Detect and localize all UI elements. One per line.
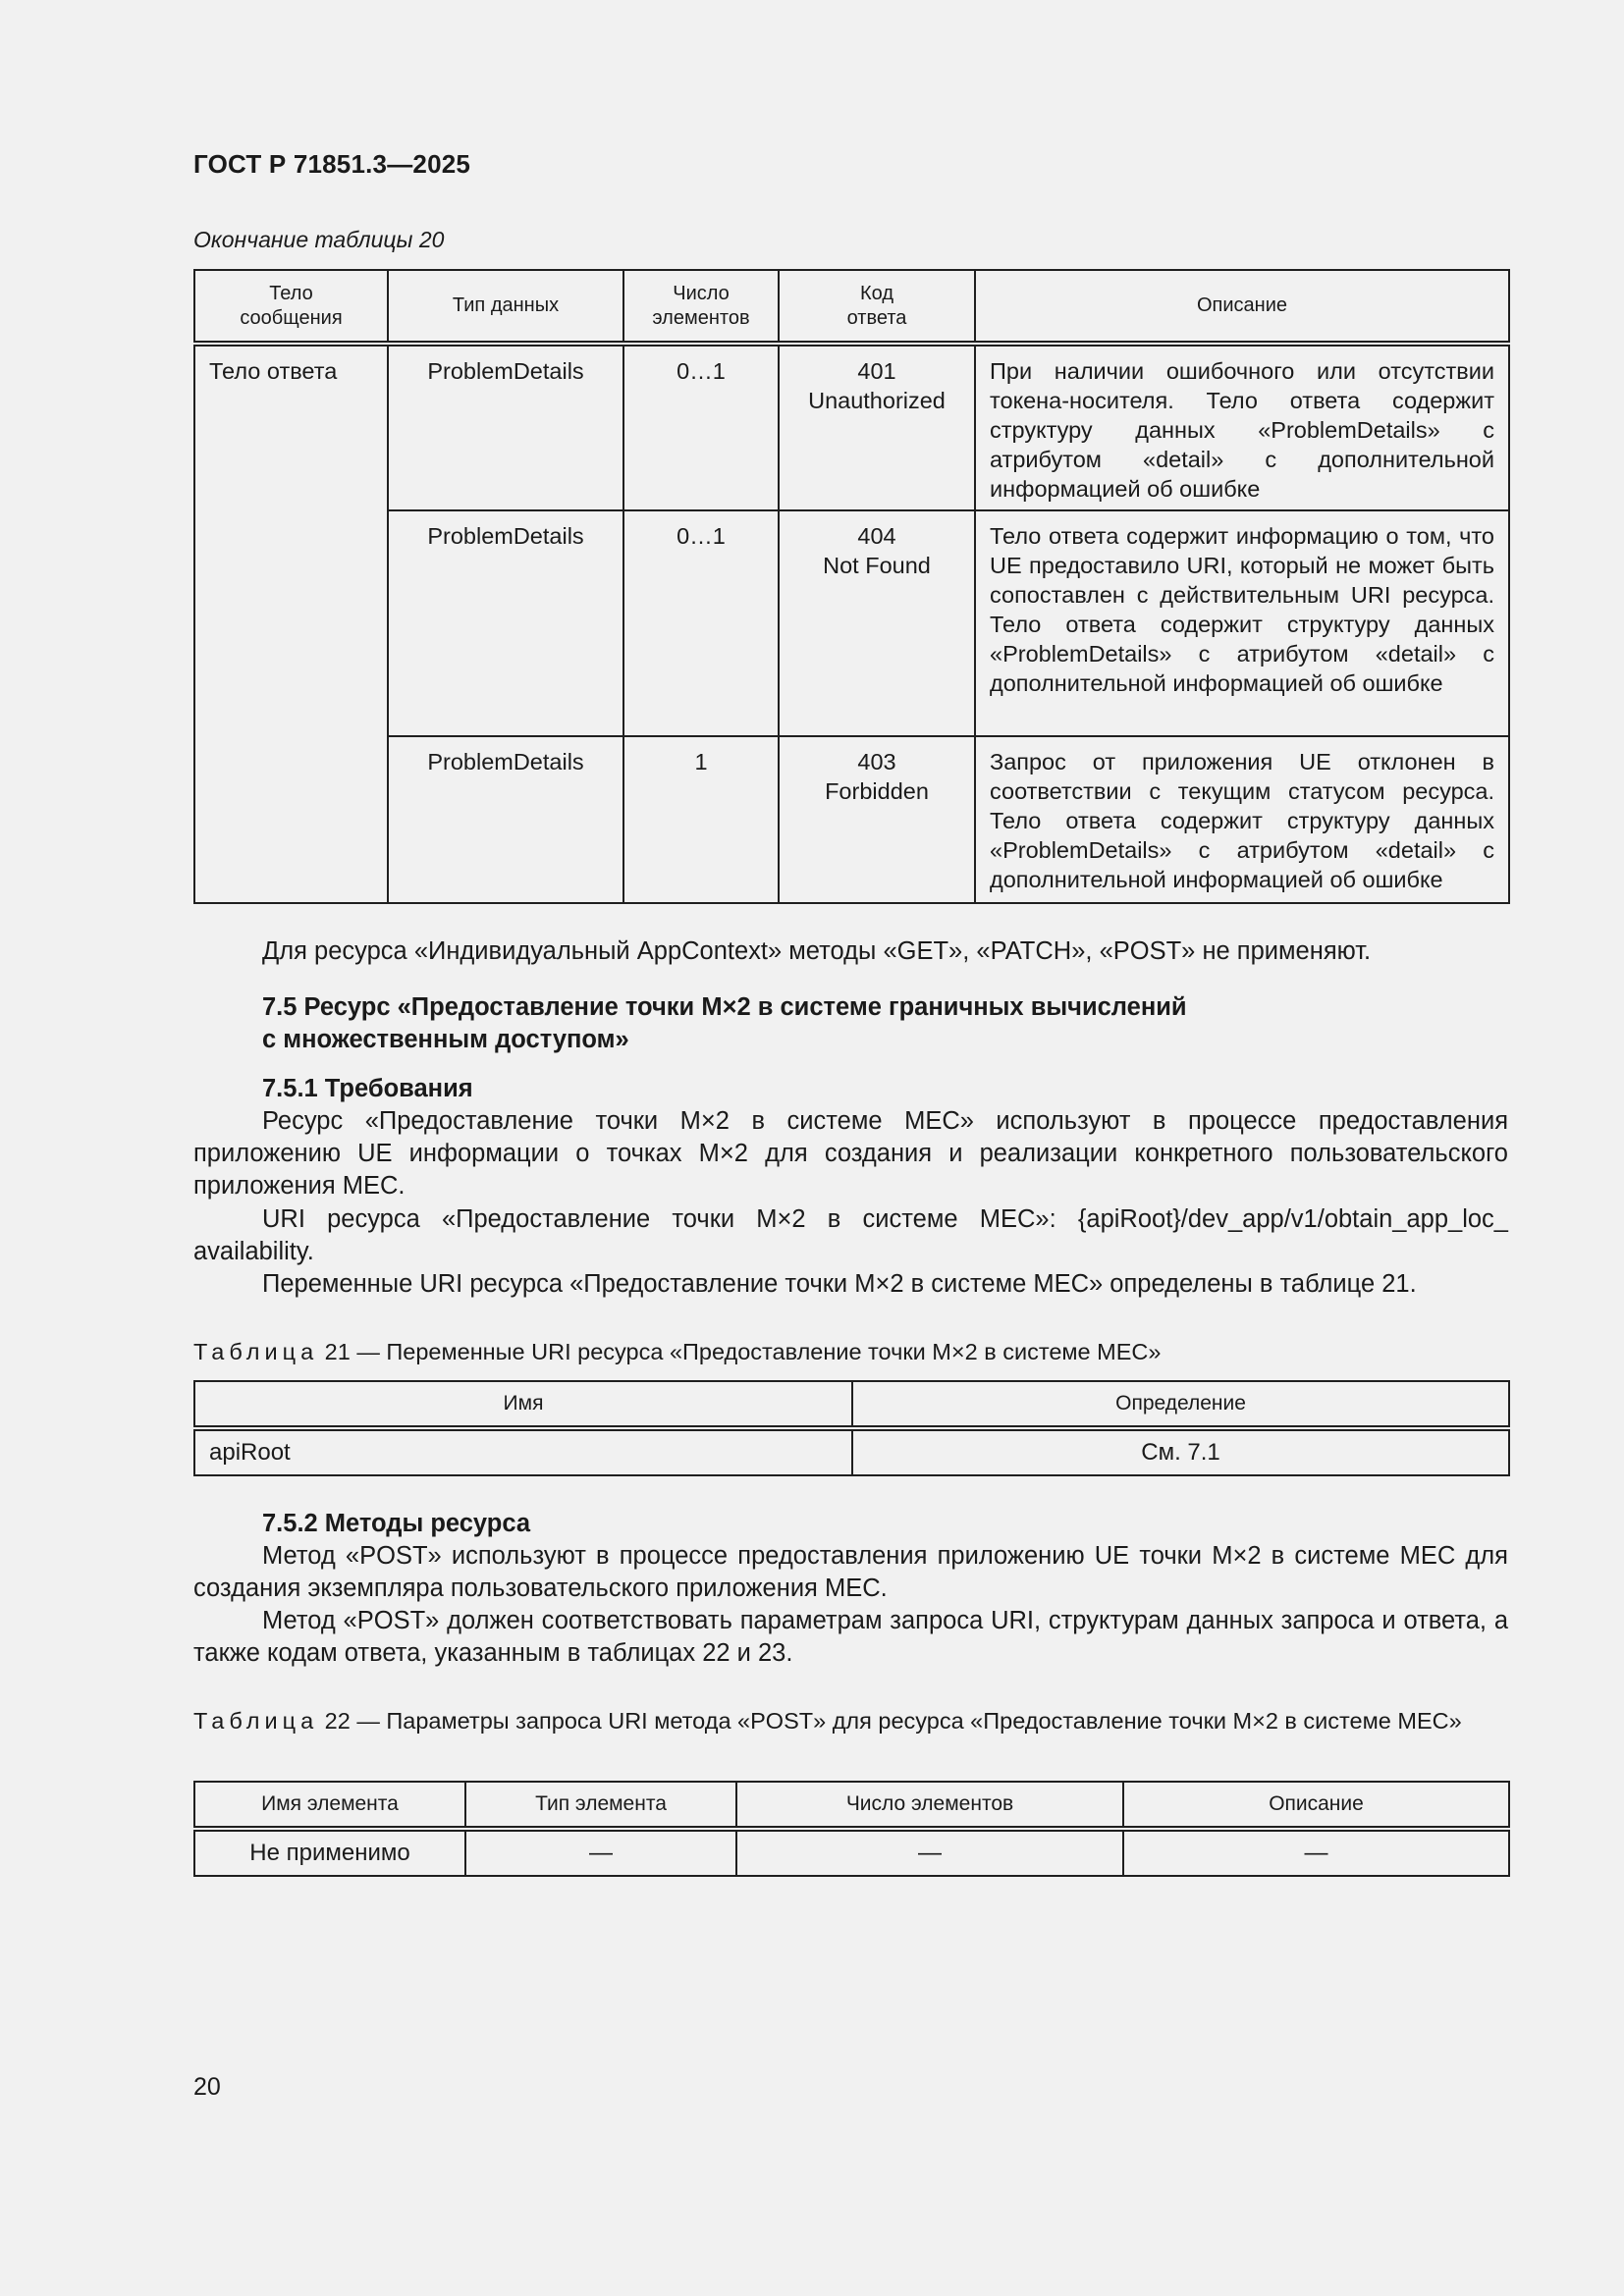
count-cell: 1 xyxy=(623,736,779,903)
column-header: Число элементов xyxy=(736,1782,1123,1829)
response-code-cell xyxy=(779,510,975,736)
data-type-cell: ProblemDetails xyxy=(388,510,623,736)
table-cell: — xyxy=(1123,1829,1509,1876)
table-20 xyxy=(193,269,1510,904)
response-code-cell xyxy=(779,736,975,903)
table-row xyxy=(194,1829,1509,1876)
table-row xyxy=(194,1428,1509,1475)
table22-caption-text: 22 — Параметры запроса URI метода «POST» для ресурса «Предоставление точки M×2 в системе MEC» xyxy=(318,1708,1462,1734)
column-header: Описание xyxy=(975,270,1509,344)
table21-caption-word: Таблица xyxy=(193,1339,319,1364)
methods-paragraph-1: Метод «POST» используют в процессе предоставления приложению UE точки M×2 в системе MEC для создания экземпляра пользовательского приложения MEC. xyxy=(193,1542,1508,1602)
section-7-5-2-heading: 7.5.2 Методы ресурса xyxy=(262,1510,531,1537)
table-22 xyxy=(193,1781,1510,1877)
message-body-cell: Тело ответа xyxy=(194,344,388,903)
table-21 xyxy=(193,1380,1510,1476)
column-header: Тип элемента xyxy=(465,1782,736,1829)
response-code: 403 xyxy=(857,749,896,774)
section-7-5-heading-line2: с множественным доступом» xyxy=(262,1026,629,1053)
response-code-text: Unauthorized xyxy=(808,388,946,413)
name-cell: apiRoot xyxy=(194,1428,852,1475)
response-code-text: Not Found xyxy=(823,553,931,578)
table-cell: Не применимо xyxy=(194,1829,465,1876)
definition-cell: См. 7.1 xyxy=(852,1428,1509,1475)
section-7-5-1-heading: 7.5.1 Требования xyxy=(262,1075,473,1102)
table-row xyxy=(194,510,1509,736)
column-header: Имя xyxy=(194,1381,852,1428)
column-header: Число элементов xyxy=(623,270,779,344)
response-code: 404 xyxy=(857,523,896,549)
column-header: Тело сообщения xyxy=(194,270,388,344)
description-cell: Тело ответа содержит информацию о том, что UE предоставило URI, который не может быть сопоставлен с действительным URI ресурса. Тело ответа содержит структуру данных «ProblemDetails» с атрибутом «detail» с дополнительной информацией об ошибке xyxy=(975,510,1509,736)
table-header-row xyxy=(194,1381,1509,1428)
table20-continuation-caption: Окончание таблицы 20 xyxy=(193,227,445,252)
column-header: Определение xyxy=(852,1381,1509,1428)
response-code-cell xyxy=(779,344,975,510)
requirements-paragraph-1: Ресурс «Предоставление точки M×2 в системе MEC» используют в процессе предоставления приложению UE информации о точках M×2 для создания и реализации конкретного пользовательского приложения MEC. xyxy=(193,1107,1508,1200)
description-cell: Запрос от приложения UE отклонен в соответствии с текущим статусом ресурса. Тело ответа содержит структуру данных «ProblemDetails» с атрибутом «detail» с дополнительной информацией об ошибке xyxy=(975,736,1509,903)
table-cell: — xyxy=(465,1829,736,1876)
table-cell: — xyxy=(736,1829,1123,1876)
count-cell: 0…1 xyxy=(623,344,779,510)
column-header: Тип данных xyxy=(388,270,623,344)
description-cell: При наличии ошибочного или отсутствии токена-носителя. Тело ответа содержит структуру данных «ProblemDetails» с атрибутом «detail» с дополнительной информацией об ошибке xyxy=(975,344,1509,510)
section-7-5-heading-line1: 7.5 Ресурс «Предоставление точки M×2 в системе граничных вычислений xyxy=(262,993,1187,1021)
table-header-row xyxy=(194,1782,1509,1829)
column-header: Описание xyxy=(1123,1782,1509,1829)
table22-caption-word: Таблица xyxy=(193,1708,319,1734)
response-code: 401 xyxy=(857,358,896,384)
section-7-5-heading xyxy=(262,991,1187,1056)
column-header: Имя элемента xyxy=(194,1782,465,1829)
response-code-text: Forbidden xyxy=(825,778,929,804)
methods-paragraph-2: Метод «POST» должен соответствовать параметрам запроса URI, структурам данных запроса и ответа, а также кодам ответа, указанным в таблицах 22 и 23. xyxy=(193,1607,1508,1667)
data-type-cell: ProblemDetails xyxy=(388,736,623,903)
table-header-row xyxy=(194,270,1509,344)
table-row xyxy=(194,344,1509,510)
table22-caption xyxy=(193,1706,1508,1736)
standard-header: ГОСТ Р 71851.3—2025 xyxy=(193,149,471,179)
table21-caption-text: 21 — Переменные URI ресурса «Предоставление точки M×2 в системе MEC» xyxy=(318,1339,1162,1364)
count-cell: 0…1 xyxy=(623,510,779,736)
table-row xyxy=(194,736,1509,903)
requirements-paragraph-2: URI ресурса «Предоставление точки M×2 в системе MEC»: {apiRoot}/dev_app/v1/obtain_app_loc_ availability. xyxy=(193,1205,1508,1265)
methods-not-applied-paragraph: Для ресурса «Индивидуальный AppContext» методы «GET», «PATCH», «POST» не применяют. xyxy=(262,937,1372,965)
page-number: 20 xyxy=(193,2073,221,2101)
table21-caption xyxy=(193,1337,1508,1367)
requirements-paragraph-3: Переменные URI ресурса «Предоставление точки M×2 в системе MEC» определены в таблице 21. xyxy=(262,1270,1417,1298)
column-header: Код ответа xyxy=(779,270,975,344)
data-type-cell: ProblemDetails xyxy=(388,344,623,510)
